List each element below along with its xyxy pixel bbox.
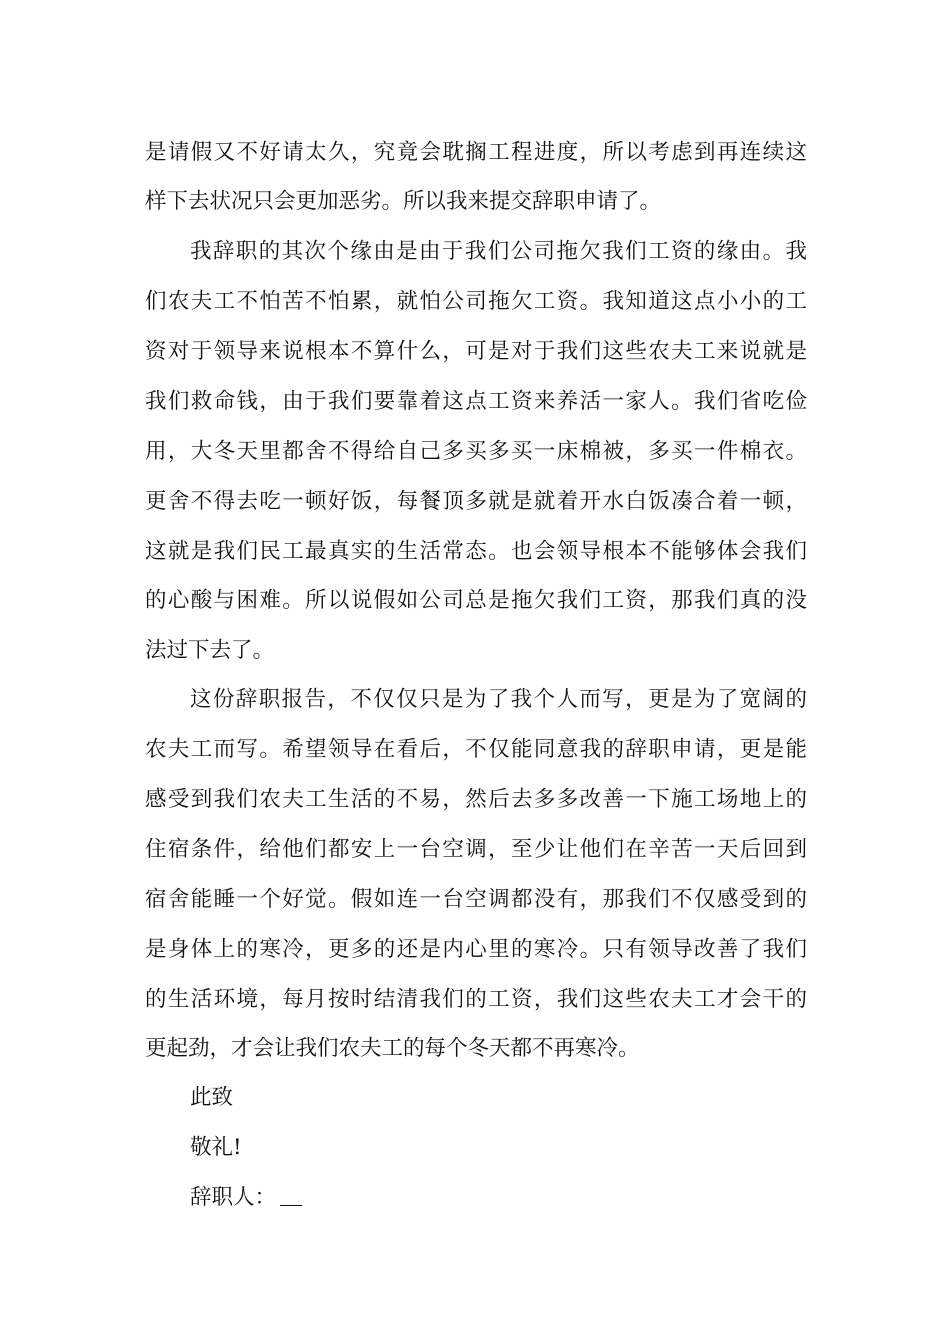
paragraph-3-line-5: 宿舍能睡一个好觉。假如连一台空调都没有，那我们不仅感受到的 bbox=[145, 887, 807, 912]
paragraph-2-line-4: 我们救命钱，由于我们要靠着这点工资来养活一家人。我们省吃俭 bbox=[145, 389, 807, 414]
paragraph-3-line-2: 农夫工而写。希望领导在看后，不仅能同意我的辞职申请，更是能 bbox=[145, 737, 807, 762]
paragraph-3-line-1: 这份辞职报告，不仅仅只是为了我个人而写，更是为了宽阔的 bbox=[190, 687, 807, 712]
paragraph-1-line-1: 是请假又不好请太久，究竟会耽搁工程进度，所以考虑到再连续这 bbox=[145, 140, 807, 165]
paragraph-2-line-5: 用，大冬天里都舍不得给自己多买多买一床棉被，多买一件棉衣。 bbox=[145, 439, 807, 464]
paragraph-2-line-3: 资对于领导来说根本不算什么，可是对于我们这些农夫工来说就是 bbox=[145, 339, 807, 364]
signer-label: 辞职人： bbox=[190, 1185, 277, 1210]
paragraph-1-line-2: 样下去状况只会更加恶劣。所以我来提交辞职申请了。 bbox=[145, 189, 662, 214]
paragraph-3-line-8: 更起劲，才会让我们农夫工的每个冬天都不再寒冷。 bbox=[145, 1036, 640, 1061]
closing-respect: 敬礼! bbox=[190, 1135, 242, 1160]
paragraph-2-line-6: 更舍不得去吃一顿好饭，每餐顶多就是就着开水白饭凑合着一顿， bbox=[145, 489, 807, 514]
paragraph-3-line-7: 的生活环境，每月按时结清我们的工资，我们这些农夫工才会干的 bbox=[145, 987, 807, 1012]
paragraph-3-line-3: 感受到我们农夫工生活的不易，然后去多多改善一下施工场地上的 bbox=[145, 787, 807, 812]
paragraph-3-line-4: 住宿条件，给他们都安上一台空调，至少让他们在辛苦一天后回到 bbox=[145, 837, 807, 862]
signer-line bbox=[190, 1182, 302, 1214]
signature-blank bbox=[280, 1185, 302, 1206]
paragraph-2-line-9: 法过下去了。 bbox=[145, 638, 275, 663]
paragraph-2-line-7: 这就是我们民工最真实的生活常态。也会领导根本不能够体会我们 bbox=[145, 539, 807, 564]
paragraph-3-line-6: 是身体上的寒冷，更多的还是内心里的寒冷。只有领导改善了我们 bbox=[145, 937, 807, 962]
closing-salutation: 此致 bbox=[190, 1085, 234, 1110]
paragraph-2-line-8: 的心酸与困难。所以说假如公司总是拖欠我们工资，那我们真的没 bbox=[145, 588, 807, 613]
paragraph-2-line-2: 们农夫工不怕苦不怕累，就怕公司拖欠工资。我知道这点小小的工 bbox=[145, 289, 807, 314]
paragraph-2-line-1: 我辞职的其次个缘由是由于我们公司拖欠我们工资的缘由。我 bbox=[190, 239, 807, 264]
